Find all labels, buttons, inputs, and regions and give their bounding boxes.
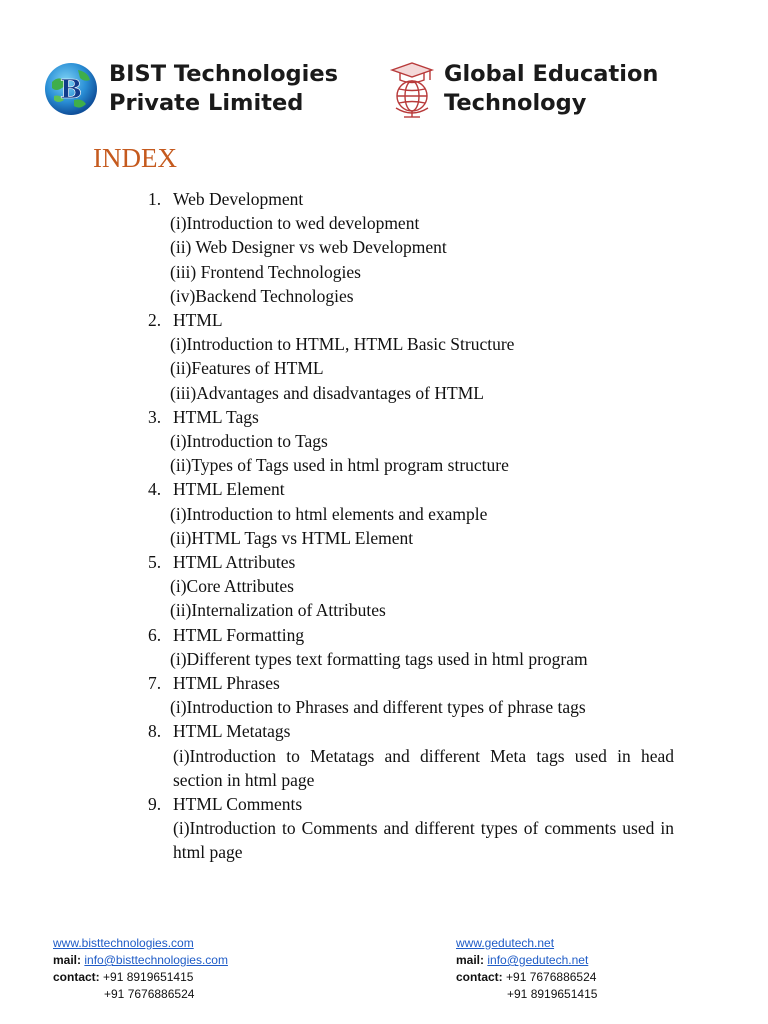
toc-section (148, 550, 674, 623)
toc-subitem: (ii)Internalization of Attributes (170, 600, 386, 621)
table-of-contents (148, 187, 674, 865)
toc-section (148, 623, 674, 671)
toc-subitem: (i)Introduction to Phrases and different types of phrase tags (170, 697, 586, 718)
bist-mail-label: mail: (53, 953, 82, 967)
toc-section (148, 792, 674, 865)
toc-section-title: HTML Metatags (173, 721, 291, 742)
bist-phone-1: +91 8919651415 (103, 970, 194, 984)
toc-subitem: (i)Introduction to HTML, HTML Basic Structure (170, 334, 515, 355)
toc-subitem: (i)Introduction to Tags (170, 431, 328, 452)
ged-mail-label: mail: (456, 953, 485, 967)
ged-contact-label: contact: (456, 970, 503, 984)
toc-section (148, 477, 674, 550)
toc-subitem: (ii) Web Designer vs web Development (170, 237, 447, 258)
toc-subitem: (iv)Backend Technologies (170, 285, 354, 306)
toc-section-number: 6. (148, 624, 162, 645)
ged-website-link[interactable]: www.gedutech.net (456, 936, 555, 950)
toc-subitem: (ii)HTML Tags vs HTML Element (170, 527, 414, 548)
ged-company-name (444, 60, 658, 118)
toc-section (148, 405, 674, 478)
toc-section-number: 1. (148, 189, 162, 209)
bist-website-link[interactable]: www.bisttechnologies.com (53, 936, 194, 950)
bist-globe-logo-icon (44, 62, 98, 116)
toc-subitem: (i)Introduction to Comments and different types of comments used in html page (173, 818, 674, 863)
toc-subitem: (iii)Advantages and disadvantages of HTML (170, 382, 484, 403)
ged-name-line2: Technology (444, 90, 587, 116)
toc-section-number: 8. (148, 721, 162, 742)
toc-section-number: 4. (148, 479, 162, 500)
toc-section-number: 5. (148, 552, 162, 573)
footer-ged-contact (456, 935, 597, 1003)
toc-section-number: 9. (148, 794, 162, 815)
toc-subitem: (i)Different types text formatting tags used in html program (170, 648, 588, 669)
ged-mail-link[interactable]: info@gedutech.net (487, 953, 589, 967)
toc-section-number: 3. (148, 406, 162, 427)
toc-section (148, 719, 674, 792)
ged-name-line1: Global Education (444, 61, 659, 87)
bist-contact-label: contact: (53, 970, 100, 984)
toc-section (148, 671, 674, 719)
ged-phone-2: +91 8919651415 (507, 987, 598, 1001)
footer-bist-contact (53, 935, 228, 1003)
toc-section-title: HTML Element (173, 479, 285, 500)
toc-section (148, 308, 674, 405)
bist-name-line2: Private Limited (109, 90, 304, 116)
toc-subitem: (i)Introduction to html elements and example (170, 503, 488, 524)
toc-section-title: HTML Tags (173, 406, 259, 427)
toc-section-title: HTML Attributes (173, 552, 296, 573)
toc-section (148, 187, 674, 308)
toc-subitem: (i)Core Attributes (170, 576, 294, 597)
graduation-cap-globe-logo-icon (386, 60, 438, 120)
page-title: INDEX (93, 143, 177, 173)
svg-text:B: B (60, 75, 82, 105)
toc-section-title: HTML (173, 310, 223, 331)
bist-mail-link[interactable]: info@bisttechnologies.com (84, 953, 228, 967)
toc-section-number: 2. (148, 310, 162, 331)
toc-subitem: (iii) Frontend Technologies (170, 261, 361, 282)
toc-section-title: HTML Formatting (173, 624, 305, 645)
bist-name-line1: BIST Technologies (109, 61, 338, 87)
toc-section-title: Web Development (173, 189, 304, 209)
toc-section-title: HTML Comments (173, 794, 303, 815)
toc-subitem: (i)Introduction to wed development (170, 213, 420, 234)
bist-phone-2: +91 7676886524 (104, 987, 195, 1001)
bist-company-name (109, 60, 338, 118)
toc-section-number: 7. (148, 673, 162, 694)
toc-subitem: (i)Introduction to Metatags and different Meta tags used in head section in html page (173, 745, 674, 790)
toc-subitem: (ii)Types of Tags used in html program structure (170, 455, 509, 476)
ged-phone-1: +91 7676886524 (506, 970, 597, 984)
toc-section-title: HTML Phrases (173, 673, 280, 694)
toc-subitem: (ii)Features of HTML (170, 358, 324, 379)
